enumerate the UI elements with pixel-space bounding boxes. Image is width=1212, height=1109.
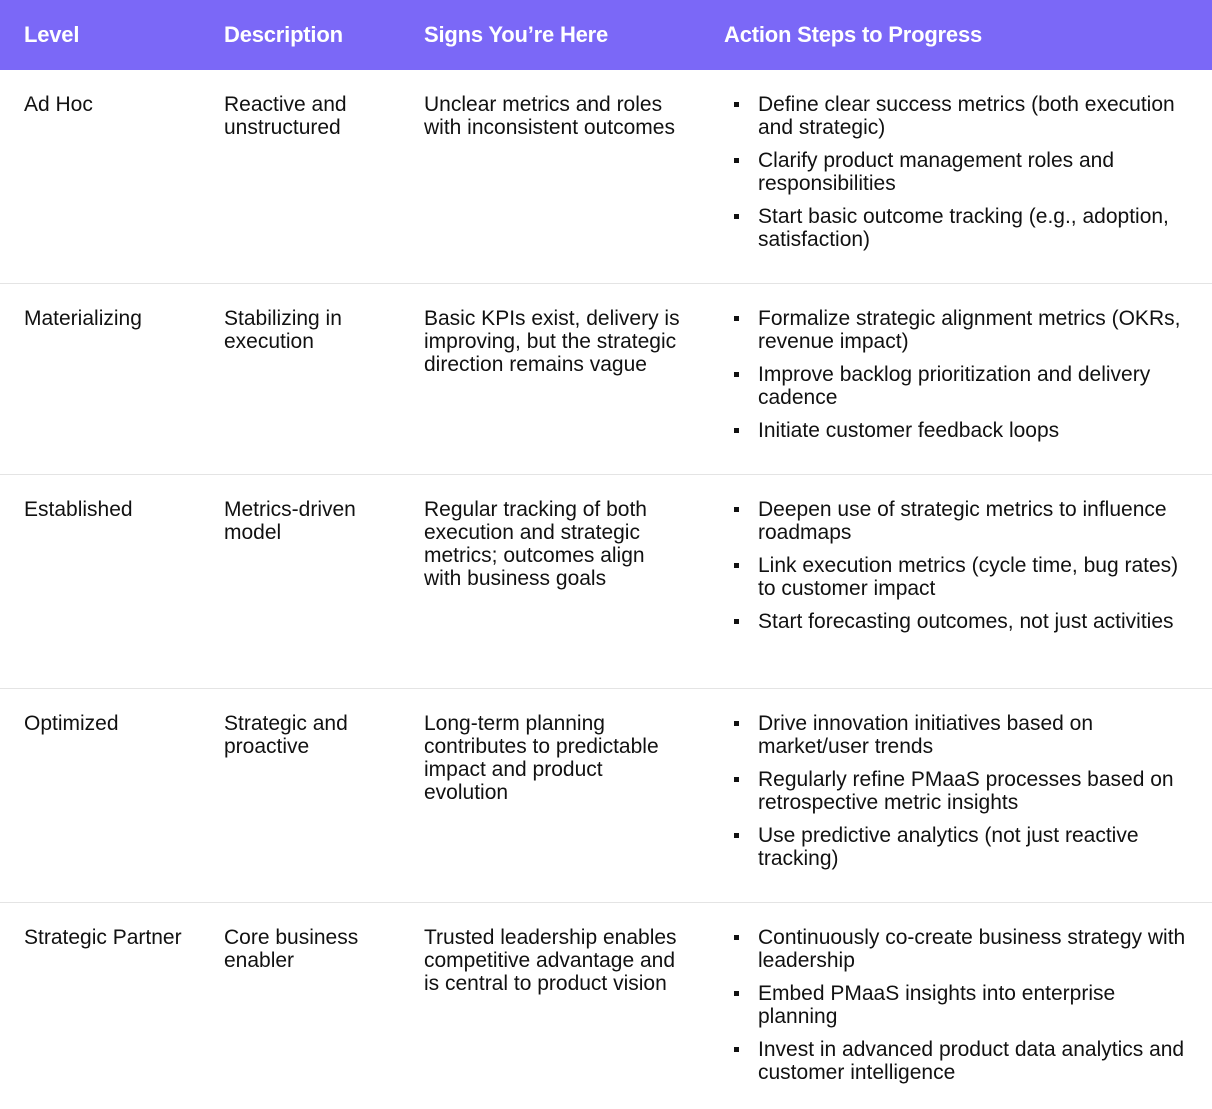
action-list: [734, 712, 1196, 870]
table-row: [0, 70, 1212, 284]
actions-cell: [700, 903, 1212, 1109]
table-header: [0, 0, 1212, 70]
action-item: [734, 93, 1196, 139]
description-cell: Metrics-driven model: [224, 498, 356, 544]
action-text: Continuously co-create business strategy with leadership: [758, 926, 1186, 972]
bullet-icon: [734, 721, 739, 726]
bullet-icon: [734, 1047, 739, 1052]
signs-cell: Regular tracking of both execution and strategic metrics; outcomes align with business goals: [424, 498, 647, 590]
action-item: [734, 498, 1196, 544]
action-text: Start forecasting outcomes, not just activities: [758, 610, 1174, 633]
action-item: [734, 363, 1196, 409]
description-cell: Stabilizing in execution: [224, 307, 342, 353]
action-item: [734, 712, 1196, 758]
action-text: Use predictive analytics (not just reactive tracking): [758, 824, 1139, 870]
signs-cell: Trusted leadership enables competitive advantage and is central to product vision: [424, 926, 677, 995]
level-cell: Strategic Partner: [24, 926, 182, 949]
action-item: [734, 610, 1196, 633]
action-item: [734, 768, 1196, 814]
bullet-icon: [734, 833, 739, 838]
header-description: Description: [224, 22, 343, 47]
table-row: [0, 475, 1212, 689]
actions-cell: [700, 475, 1212, 688]
bullet-icon: [734, 316, 739, 321]
action-text: Improve backlog prioritization and delivery cadence: [758, 363, 1151, 409]
table-row: [0, 689, 1212, 903]
action-item: [734, 554, 1196, 600]
bullet-icon: [734, 102, 739, 107]
header-signs: Signs You’re Here: [424, 22, 609, 47]
action-item: [734, 1038, 1196, 1084]
bullet-icon: [734, 214, 739, 219]
action-list: [734, 498, 1196, 633]
action-text: Initiate customer feedback loops: [758, 419, 1060, 442]
level-cell: Optimized: [24, 712, 119, 735]
action-text: Regularly refine PMaaS processes based on retrospective metric insights: [758, 768, 1174, 814]
header-actions: Action Steps to Progress: [724, 22, 983, 47]
action-text: Embed PMaaS insights into enterprise planning: [758, 982, 1116, 1028]
bullet-icon: [734, 507, 739, 512]
action-text: Link execution metrics (cycle time, bug rates) to customer impact: [758, 554, 1179, 600]
description-cell: Strategic and proactive: [224, 712, 348, 758]
description-cell: Reactive and unstructured: [224, 93, 347, 139]
table-row: [0, 903, 1212, 1109]
action-text: Drive innovation initiatives based on market/user trends: [758, 712, 1094, 758]
action-list: [734, 93, 1196, 251]
action-item: [734, 926, 1196, 972]
bullet-icon: [734, 158, 739, 163]
header-level: Level: [24, 22, 80, 47]
action-list: [734, 926, 1196, 1084]
actions-cell: [700, 284, 1212, 474]
actions-cell: [700, 70, 1212, 283]
action-text: Start basic outcome tracking (e.g., adoption, satisfaction): [758, 205, 1169, 251]
action-text: Deepen use of strategic metrics to influence roadmaps: [758, 498, 1167, 544]
action-item: [734, 982, 1196, 1028]
action-item: [734, 419, 1196, 442]
action-text: Formalize strategic alignment metrics (OKRs, revenue impact): [758, 307, 1181, 353]
action-item: [734, 307, 1196, 353]
bullet-icon: [734, 563, 739, 568]
action-text: Define clear success metrics (both execution and strategic): [758, 93, 1175, 139]
bullet-icon: [734, 991, 739, 996]
action-text: Clarify product management roles and responsibilities: [758, 149, 1115, 195]
bullet-icon: [734, 935, 739, 940]
level-cell: Ad Hoc: [24, 93, 93, 116]
action-item: [734, 205, 1196, 251]
actions-cell: [700, 689, 1212, 902]
bullet-icon: [734, 428, 739, 433]
level-cell: Materializing: [24, 307, 142, 330]
signs-cell: Long-term planning contributes to predictable impact and product evolution: [424, 712, 659, 804]
bullet-icon: [734, 619, 739, 624]
description-cell: Core business enabler: [224, 926, 359, 972]
action-item: [734, 824, 1196, 870]
level-cell: Established: [24, 498, 133, 521]
table-row: [0, 284, 1212, 475]
action-item: [734, 149, 1196, 195]
signs-cell: Basic KPIs exist, delivery is improving, but the strategic direction remains vague: [424, 307, 680, 376]
bullet-icon: [734, 777, 739, 782]
bullet-icon: [734, 372, 739, 377]
signs-cell: Unclear metrics and roles with inconsistent outcomes: [424, 93, 675, 139]
action-text: Invest in advanced product data analytics and customer intelligence: [758, 1038, 1185, 1084]
action-list: [734, 307, 1196, 442]
